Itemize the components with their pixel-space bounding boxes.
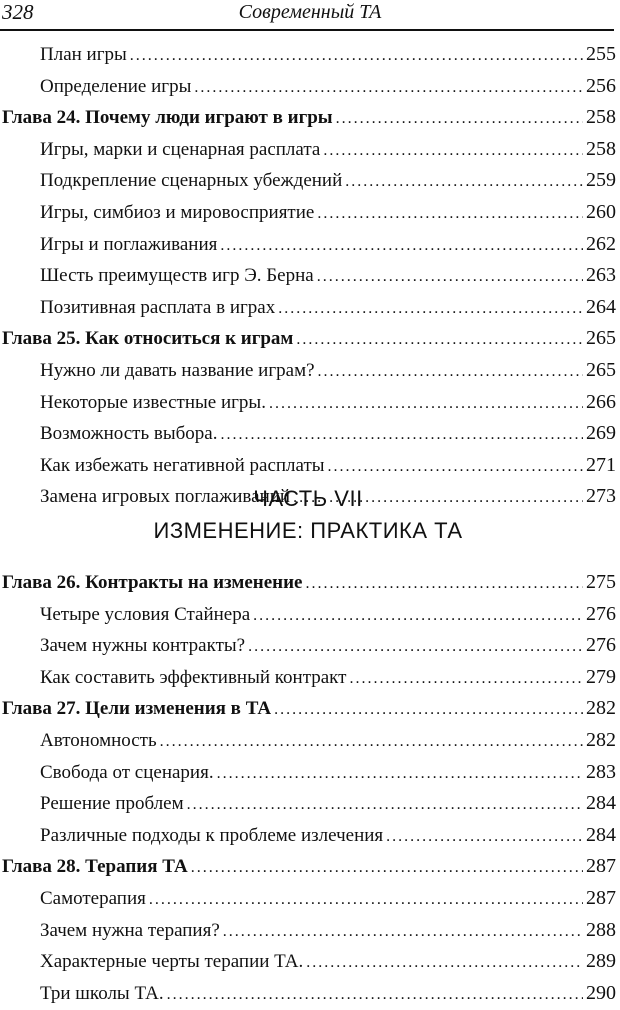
toc-section-entry xyxy=(0,71,616,103)
toc-entry-page: 255 xyxy=(586,43,616,65)
toc-entry-page: 259 xyxy=(586,169,616,192)
toc-section-entry xyxy=(0,387,616,419)
toc-entry-page: 271 xyxy=(586,453,616,476)
dot-leader xyxy=(328,450,583,483)
toc-entry-title: Как избежать негативной расплаты xyxy=(40,454,325,476)
dot-leader xyxy=(248,630,583,663)
toc-list-bottom xyxy=(0,567,616,1009)
toc-entry-page: 279 xyxy=(586,665,616,688)
toc-section-entry xyxy=(0,630,616,662)
dot-leader xyxy=(191,851,583,884)
toc-list-top xyxy=(0,39,616,513)
dot-leader xyxy=(149,883,583,916)
toc-entry-page: 290 xyxy=(586,981,616,1004)
dot-leader xyxy=(317,197,583,230)
toc-section-entry xyxy=(0,450,616,482)
dot-leader xyxy=(274,693,583,726)
dot-leader xyxy=(167,978,583,1010)
toc-chapter-entry xyxy=(0,323,616,355)
toc-entry-page: 265 xyxy=(586,358,616,381)
toc-entry-page: 265 xyxy=(586,327,616,350)
dot-leader xyxy=(130,39,583,72)
toc-entry-page: 287 xyxy=(586,855,616,878)
toc-entry-title: Решение проблем xyxy=(40,793,184,815)
toc-entry-title: Игры, марки и сценарная расплата xyxy=(40,138,321,160)
toc-entry-title: Четыре условия Стайнера xyxy=(40,603,251,625)
toc-entry-title: Определение игры xyxy=(40,75,192,97)
dot-leader xyxy=(269,387,583,420)
toc-entry-page: 260 xyxy=(586,200,616,223)
toc-section-entry xyxy=(0,788,616,820)
toc-section-entry xyxy=(0,197,616,229)
part-heading-number: ЧАСТЬ VII xyxy=(253,486,363,511)
toc-entry-page: 275 xyxy=(586,571,616,593)
dot-leader xyxy=(345,165,583,198)
toc-entry-title: Шесть преимуществ игр Э. Берна xyxy=(40,265,314,287)
toc-entry-page: 282 xyxy=(586,728,616,751)
dot-leader xyxy=(253,599,583,632)
toc-entry-title: Нужно ли давать название играм? xyxy=(40,359,315,381)
toc-entry-title: Характерные черты терапии ТА. xyxy=(40,951,304,973)
dot-leader xyxy=(317,260,583,293)
toc-entry-page: 283 xyxy=(586,760,616,783)
toc-entry-page: 258 xyxy=(586,106,616,129)
toc-entry-title: Глава 24. Почему люди играют в игры xyxy=(2,107,333,129)
toc-entry-title: Глава 26. Контракты на изменение xyxy=(2,572,303,593)
dot-leader xyxy=(305,567,583,600)
toc-entry-page: 276 xyxy=(586,634,616,657)
toc-entry-page: 287 xyxy=(586,886,616,909)
toc-entry-title: Различные подходы к проблеме излечения xyxy=(40,824,384,846)
toc-section-entry xyxy=(0,39,616,71)
toc-entry-title: Зачем нужна терапия? xyxy=(40,919,220,941)
dot-leader xyxy=(323,134,583,167)
toc-entry-page: 266 xyxy=(586,390,616,413)
toc-entry-title: Игры, симбиоз и мировосприятие xyxy=(40,201,315,223)
toc-entry-page: 276 xyxy=(586,602,616,625)
toc-chapter-entry xyxy=(0,851,616,883)
toc-entry-title: Автономность xyxy=(40,729,157,751)
dot-leader xyxy=(160,725,583,758)
page-number: 328 xyxy=(2,0,34,24)
toc-entry-title: Замена игровых поглаживаний xyxy=(40,486,291,508)
dot-leader xyxy=(278,292,583,325)
toc-entry-title: Глава 25. Как относиться к играм xyxy=(2,328,294,350)
toc-section-entry xyxy=(0,978,616,1010)
toc-section-entry xyxy=(0,883,616,915)
toc-entry-page: 284 xyxy=(586,823,616,846)
toc-entry-title: План игры xyxy=(40,44,127,65)
toc-entry-title: Три школы ТА. xyxy=(40,982,164,1004)
dot-leader xyxy=(296,323,583,356)
toc-section-entry xyxy=(0,134,616,166)
toc-section-entry xyxy=(0,165,616,197)
dot-leader xyxy=(217,757,583,790)
toc-section-entry xyxy=(0,260,616,292)
toc-entry-page: 264 xyxy=(586,295,616,318)
toc-entry-page: 284 xyxy=(586,792,616,815)
dot-leader xyxy=(194,71,583,104)
toc-entry-title: Самотерапия xyxy=(40,887,146,909)
part-heading-title: ИЗМЕНЕНИЕ: ПРАКТИКА ТА xyxy=(153,518,463,543)
dot-leader xyxy=(220,418,583,451)
toc-entry-page: 269 xyxy=(586,422,616,445)
toc-section-entry xyxy=(0,757,616,789)
toc-chapter-entry xyxy=(0,102,616,134)
toc-section-entry xyxy=(0,418,616,450)
dot-leader xyxy=(349,662,583,695)
toc-entry-page: 288 xyxy=(586,918,616,941)
toc-section-entry xyxy=(0,599,616,631)
dot-leader xyxy=(223,915,583,948)
toc-section-entry xyxy=(0,820,616,852)
toc-entry-page: 273 xyxy=(586,485,616,508)
toc-section-entry xyxy=(0,725,616,757)
toc-entry-page: 282 xyxy=(586,697,616,720)
toc-entry-title: Некоторые известные игры. xyxy=(40,391,266,413)
toc-entry-page: 289 xyxy=(586,950,616,973)
toc-entry-title: Глава 27. Цели изменения в ТА xyxy=(2,698,272,720)
toc-entry-page: 258 xyxy=(586,137,616,160)
toc-chapter-entry xyxy=(0,693,616,725)
toc-section-entry xyxy=(0,229,616,261)
toc-entry-page: 262 xyxy=(586,232,616,255)
dot-leader xyxy=(220,229,583,262)
toc-entry-title: Как составить эффективный контракт xyxy=(40,666,347,688)
toc-entry-page: 263 xyxy=(586,264,616,287)
toc-section-entry xyxy=(0,355,616,387)
toc-section-entry xyxy=(0,662,616,694)
toc-entry-title: Подкрепление сценарных убеждений xyxy=(40,170,343,192)
header-rule xyxy=(0,29,614,31)
toc-section-entry xyxy=(0,915,616,947)
page-header xyxy=(0,0,620,30)
toc-entry-title: Игры и поглаживания xyxy=(40,233,218,255)
toc-entry-title: Свобода от сценария. xyxy=(40,761,214,783)
running-title: Современный ТА xyxy=(238,1,382,23)
toc-section-entry xyxy=(0,946,616,978)
toc-entry-title: Глава 28. Терапия ТА xyxy=(2,856,188,878)
dot-leader xyxy=(336,102,583,135)
toc-entry-title: Зачем нужны контракты? xyxy=(40,635,246,657)
dot-leader xyxy=(386,820,583,853)
toc-section-entry xyxy=(0,292,616,324)
toc-entry-title: Позитивная расплата в играх xyxy=(40,296,276,318)
dot-leader xyxy=(187,788,583,821)
toc-entry-page: 256 xyxy=(586,74,616,97)
toc-entry-title: Возможность выбора. xyxy=(40,423,218,445)
dot-leader xyxy=(318,355,583,388)
toc-chapter-entry xyxy=(0,567,616,599)
dot-leader xyxy=(306,946,583,979)
